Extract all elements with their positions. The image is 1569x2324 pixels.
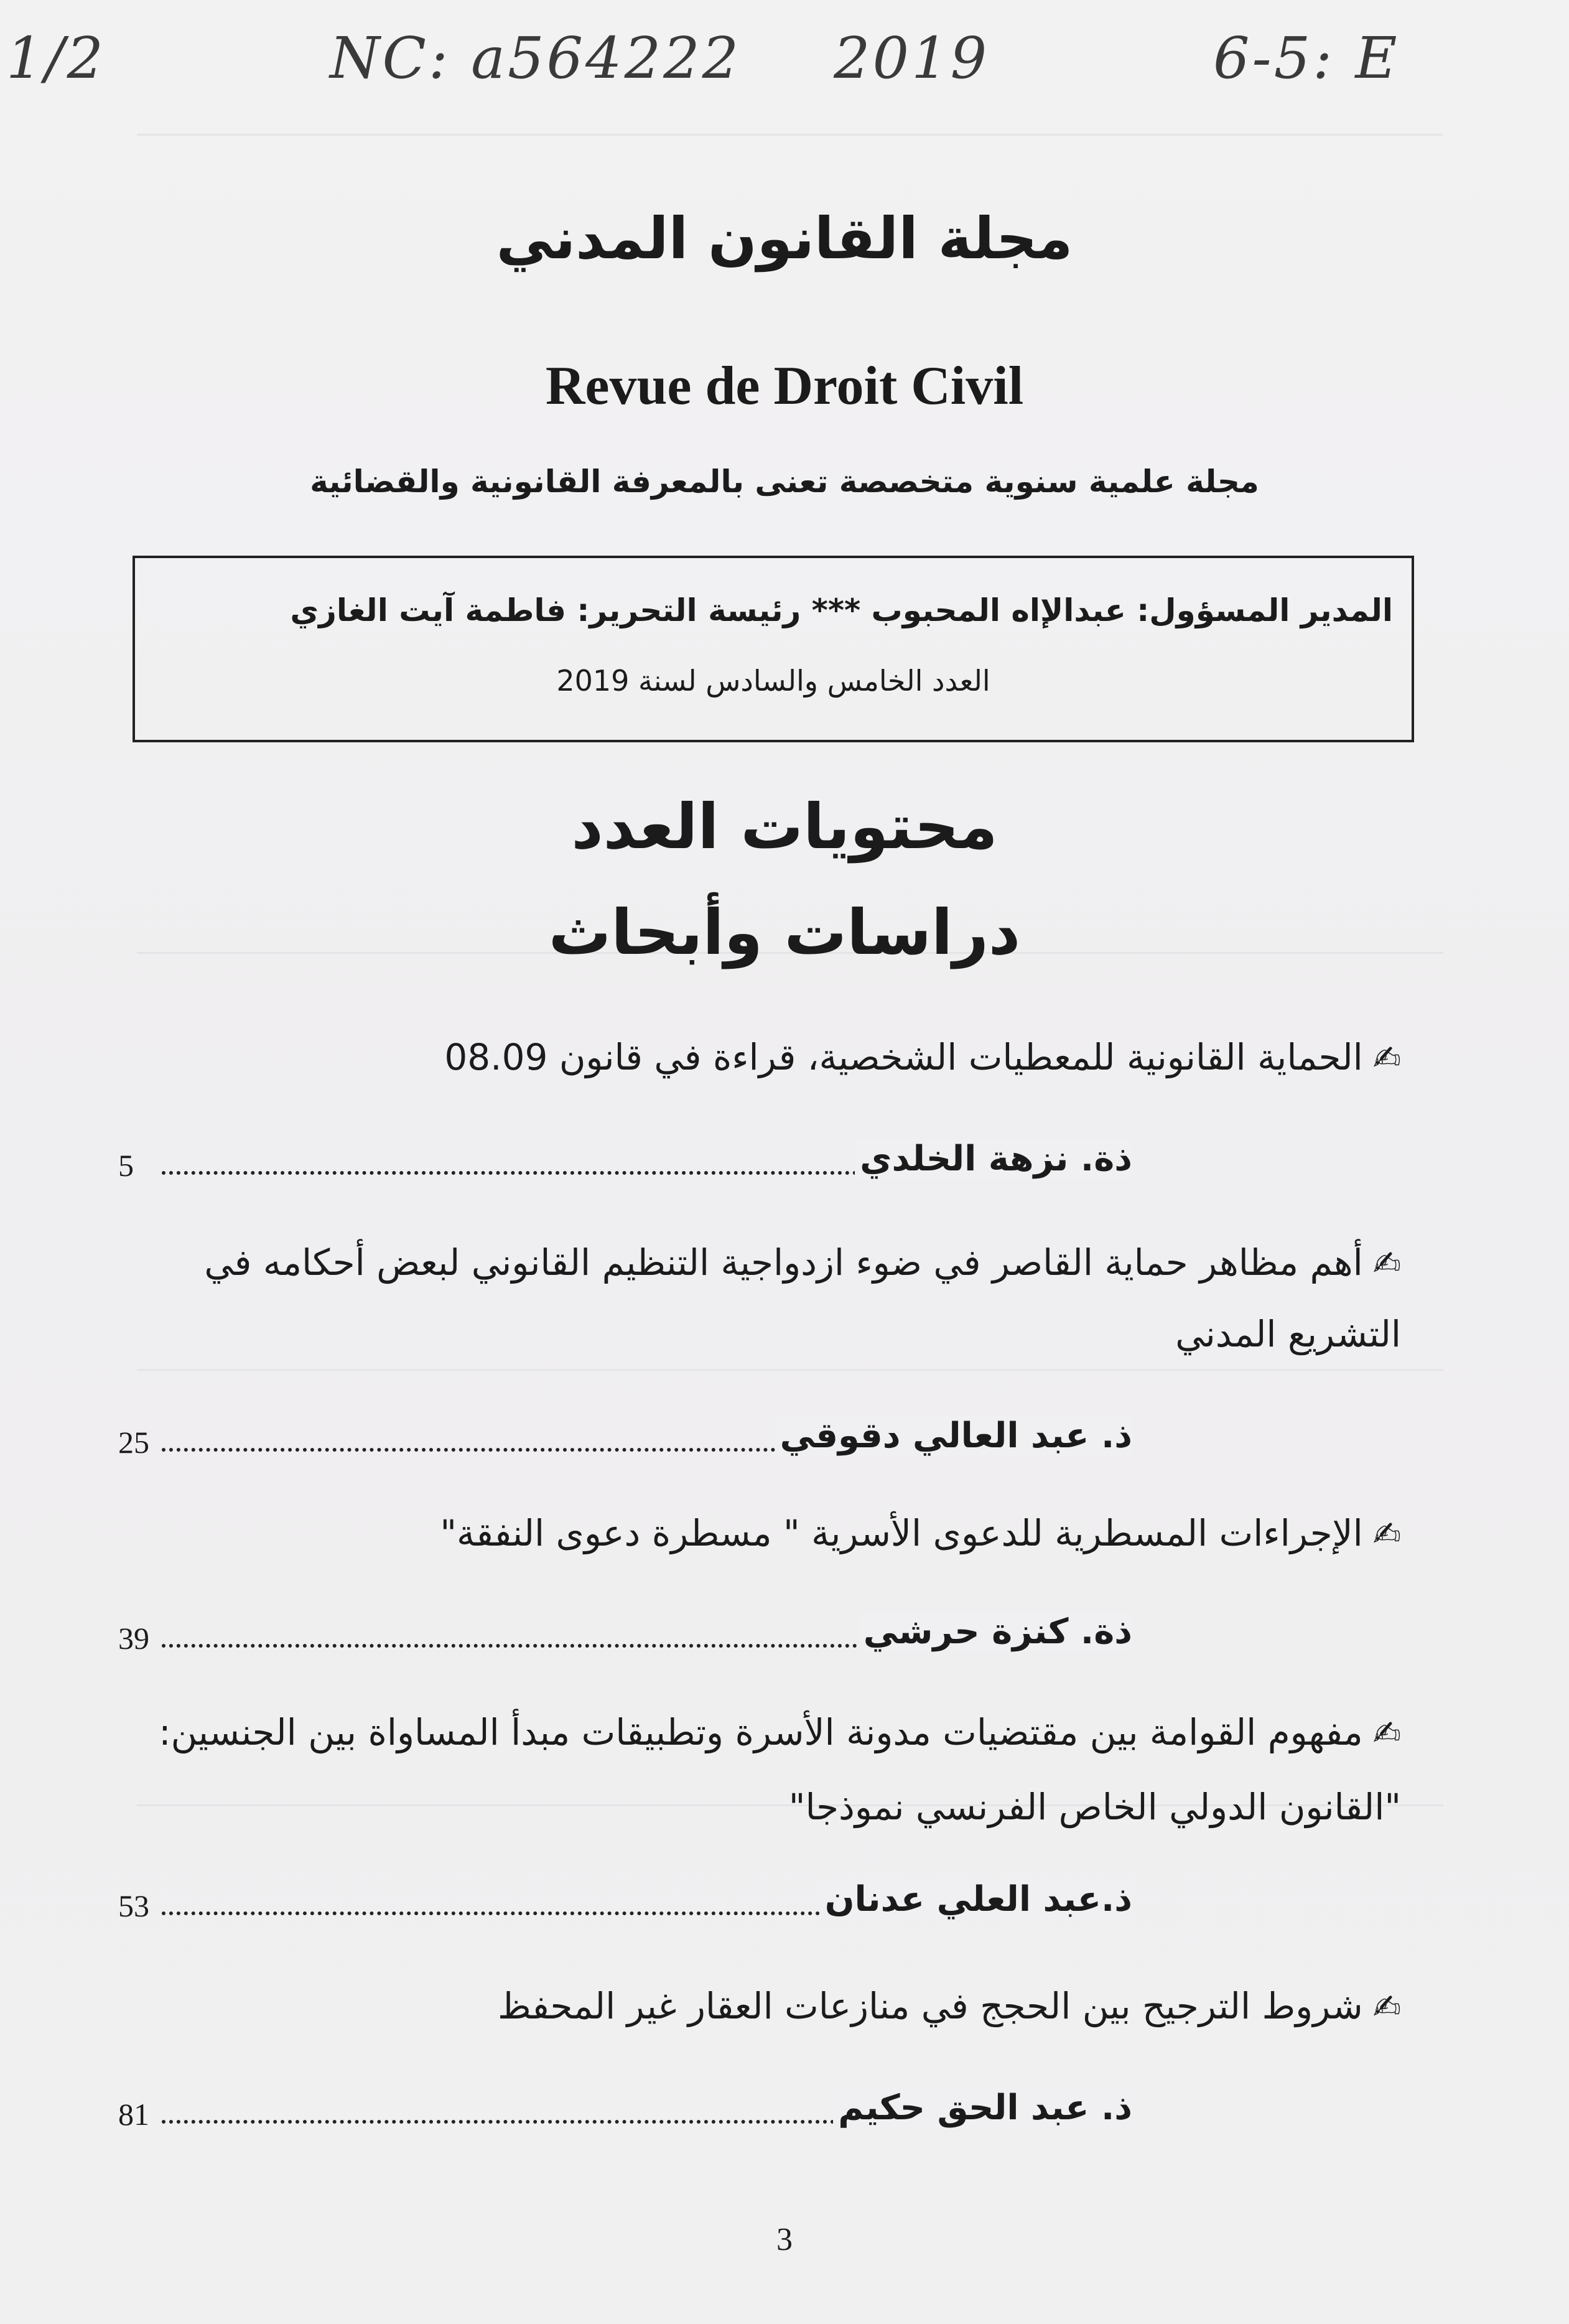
toc-entry-title-text: مفهوم القوامة بين مقتضيات مدونة الأسرة وتطبيقات مبدأ المساواة بين الجنسين:: [159, 1711, 1363, 1753]
toc-entry-title-text: الإجراءات المسطرية للدعوى الأسرية " مسطرة دعوى النفقة": [440, 1512, 1363, 1554]
pen-icon: ✍: [1372, 1514, 1401, 1554]
toc-author-row: [118, 1879, 1132, 1929]
toc-entry-title[interactable]: [159, 1711, 1401, 1753]
issue-number: العدد الخامس والسادس لسنة 2019: [556, 664, 990, 698]
bleed-line: [137, 1369, 1443, 1371]
toc-author-row: [118, 1612, 1132, 1661]
journal-title-arabic: مجلة القانون المدني: [496, 205, 1073, 272]
toc-author-row: [118, 1416, 1132, 1465]
toc-page-number: 25: [118, 1425, 149, 1460]
handwritten-ref-4: 6-5: E: [1213, 25, 1400, 91]
pen-icon: ✍: [1372, 1244, 1401, 1283]
handwritten-ref-1: 1/2: [6, 25, 106, 91]
pen-icon: ✍: [1372, 1038, 1401, 1078]
toc-page-number: 39: [118, 1621, 149, 1656]
page-number: 3: [776, 2222, 793, 2257]
toc-author: ذة. نزهة الخلدي: [855, 1139, 1132, 1179]
toc-entry-title[interactable]: [444, 1036, 1401, 1078]
toc-entry-title-text: أهم مظاهر حماية القاصر في ضوء ازدواجية التنظيم القانوني لبعض أحكامه في: [204, 1241, 1363, 1284]
handwritten-ref-3: 2019: [834, 25, 990, 91]
toc-entry-title-continued: التشريع المدني: [1175, 1313, 1401, 1355]
toc-page-number: 81: [118, 2097, 149, 2132]
toc-entry-title-continued: "القانون الدولي الخاص الفرنسي نموذجا": [788, 1786, 1401, 1828]
journal-subtitle: مجلة علمية سنوية متخصصة تعنى بالمعرفة القانونية والقضائية: [310, 464, 1259, 500]
toc-author: ذة. كنزة حرشي: [859, 1612, 1132, 1652]
toc-author-row: [118, 2088, 1132, 2137]
editorial-directors: المدير المسؤول: عبدالإاه المحبوب *** رئيسة التحرير: فاطمة آيت الغازي: [290, 592, 1393, 628]
toc-entry-title[interactable]: [204, 1241, 1401, 1284]
pen-icon: ✍: [1372, 1987, 1401, 2027]
toc-entry-title[interactable]: [440, 1512, 1401, 1554]
section-heading: دراسات وأبحاث: [548, 896, 1021, 969]
toc-entry-title[interactable]: [498, 1985, 1401, 2027]
toc-entry-title-text: شروط الترجيح بين الحجج في منازعات العقار غير المحفظ: [498, 1985, 1363, 2027]
journal-title-french: Revue de Droit Civil: [545, 356, 1024, 416]
toc-page-number: 53: [118, 1888, 149, 1923]
bleed-line: [137, 134, 1443, 136]
pen-icon: ✍: [1372, 1714, 1401, 1753]
handwritten-ref-2: NC: a564222: [330, 25, 742, 91]
toc-author-row: [118, 1139, 1132, 1188]
contents-heading: محتويات العدد: [571, 790, 998, 863]
toc-page-number: 5: [118, 1148, 134, 1183]
toc-entry-title-text: الحماية القانونية للمعطيات الشخصية، قراءة في قانون 08.09: [444, 1036, 1363, 1078]
toc-author: ذ. عبد العالي دقوقي: [775, 1416, 1132, 1456]
editorial-info-box: [133, 556, 1414, 742]
toc-author: ذ. عبد الحق حكيم: [833, 2088, 1132, 2128]
toc-author: ذ.عبد العلي عدنان: [820, 1879, 1132, 1920]
